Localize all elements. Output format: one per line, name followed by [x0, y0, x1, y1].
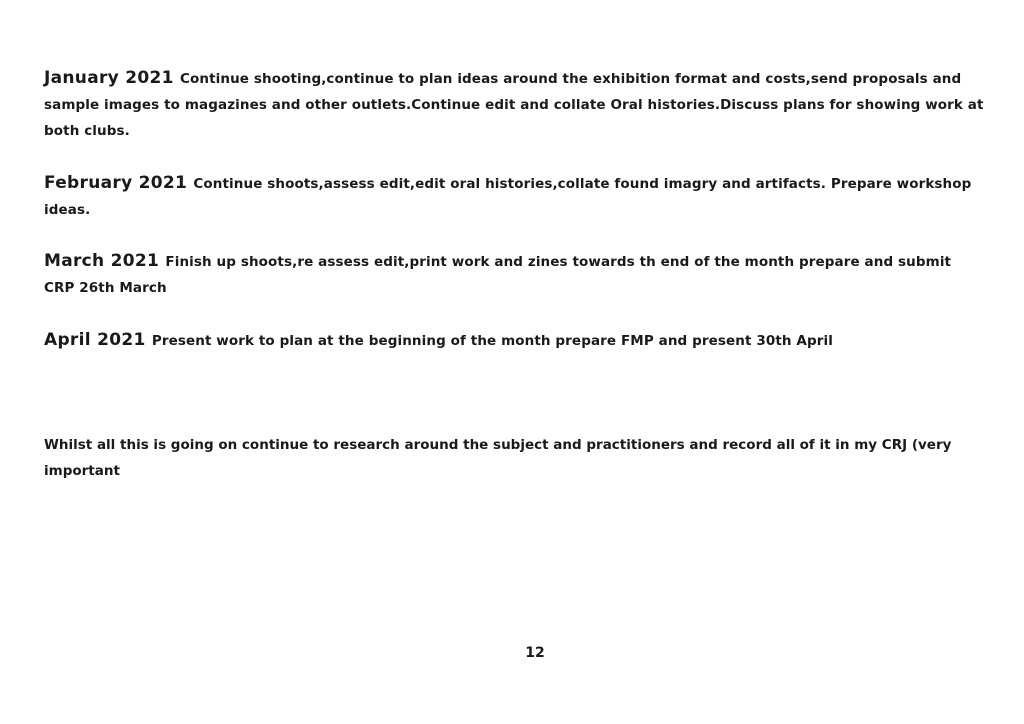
month-heading: January 2021 [44, 68, 180, 88]
schedule-entry-february [44, 170, 984, 223]
schedule-entry-march [44, 248, 984, 301]
schedule-entry-april [44, 327, 984, 354]
month-heading: February 2021 [44, 173, 194, 193]
schedule-entry-january [44, 65, 984, 144]
entry-text: Finish up shoots,re assess edit,print work and zines towards th end of the month prepare and submit CRP 26th March [44, 254, 952, 296]
month-heading: March 2021 [44, 251, 166, 271]
page-number: 12 [525, 645, 545, 661]
entry-text: Continue shooting,continue to plan ideas around the exhibition format and costs,send proposals and sample images to magazines and other outlets.Continue edit and collate Oral histories.Discuss plans for showing work at both clubs. [44, 71, 984, 139]
entry-text: Present work to plan at the beginning of the month prepare FMP and present 30th April [151, 333, 833, 349]
research-note: Whilst all this is going on continue to research around the subject and practitioners and record all of it in my CRJ (very important [44, 437, 952, 479]
entry-text: Continue shoots,assess edit,edit oral histories,collate found imagry and artifacts. Prepare workshop ideas. [44, 176, 972, 218]
month-heading: April 2021 [44, 330, 152, 350]
